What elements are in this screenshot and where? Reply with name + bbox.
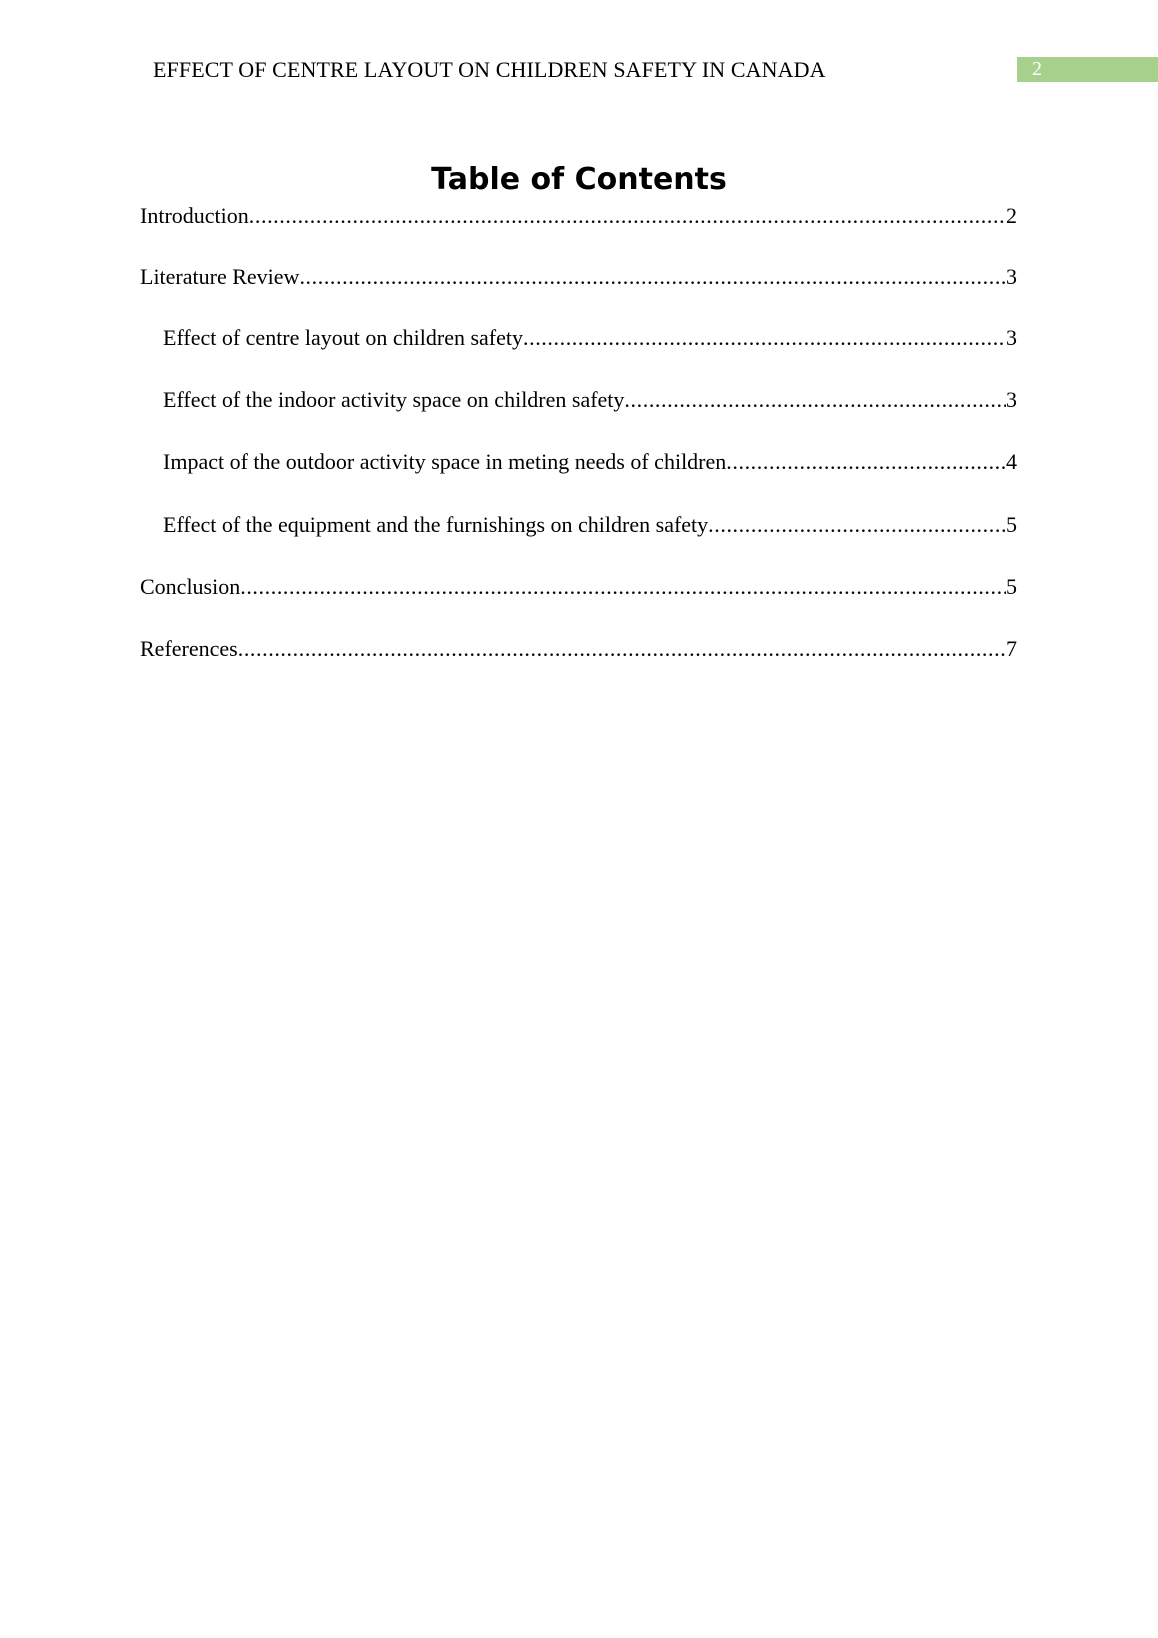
toc-entry-page: 7 [1006, 636, 1017, 661]
toc-entry-page: 2 [1006, 203, 1017, 228]
toc-entry-references[interactable] [140, 635, 1017, 663]
page-number: 2 [1032, 58, 1042, 80]
toc-entry-outdoor-activity-space[interactable] [163, 448, 1017, 476]
toc-dot-leader [249, 202, 1006, 230]
running-head: EFFECT OF CENTRE LAYOUT ON CHILDREN SAFETY IN CANADA [153, 57, 826, 82]
toc-dot-leader [624, 386, 1006, 414]
toc-entry-page: 5 [1006, 512, 1017, 537]
toc-entry-conclusion[interactable] [140, 573, 1017, 601]
toc-dot-leader [726, 448, 1006, 476]
toc-entry-label: Conclusion [140, 574, 241, 599]
toc-entry-page: 3 [1006, 387, 1017, 412]
toc-entry-introduction[interactable] [140, 202, 1017, 230]
toc-entry-centre-layout[interactable] [163, 324, 1017, 352]
toc-entry-label: Effect of the indoor activity space on children safety [163, 387, 625, 412]
toc-entry-label: Introduction [140, 203, 249, 228]
toc-dot-leader [238, 635, 1006, 663]
toc-dot-leader [523, 324, 1006, 352]
page-number-badge [1017, 57, 1158, 82]
toc-title: Table of Contents [431, 162, 727, 197]
toc-dot-leader [299, 263, 1006, 291]
toc-entry-page: 5 [1006, 574, 1017, 599]
toc-entry-page: 3 [1006, 264, 1017, 289]
toc-entry-page: 3 [1006, 325, 1017, 350]
toc-entry-label: References [140, 636, 238, 661]
toc-entry-label: Literature Review [140, 264, 300, 289]
toc-entry-page: 4 [1006, 449, 1017, 474]
toc-entry-label: Effect of centre layout on children safety [163, 325, 523, 350]
toc-dot-leader [240, 573, 1006, 601]
toc-entry-label: Effect of the equipment and the furnishings on children safety [163, 512, 709, 537]
toc-entry-label: Impact of the outdoor activity space in meting needs of children [163, 449, 727, 474]
toc-entry-equipment-furnishings[interactable] [163, 511, 1017, 539]
page-header [0, 55, 1158, 85]
toc-dot-leader [708, 511, 1006, 539]
toc-entry-indoor-activity-space[interactable] [163, 386, 1017, 414]
toc-entry-literature-review[interactable] [140, 263, 1017, 291]
